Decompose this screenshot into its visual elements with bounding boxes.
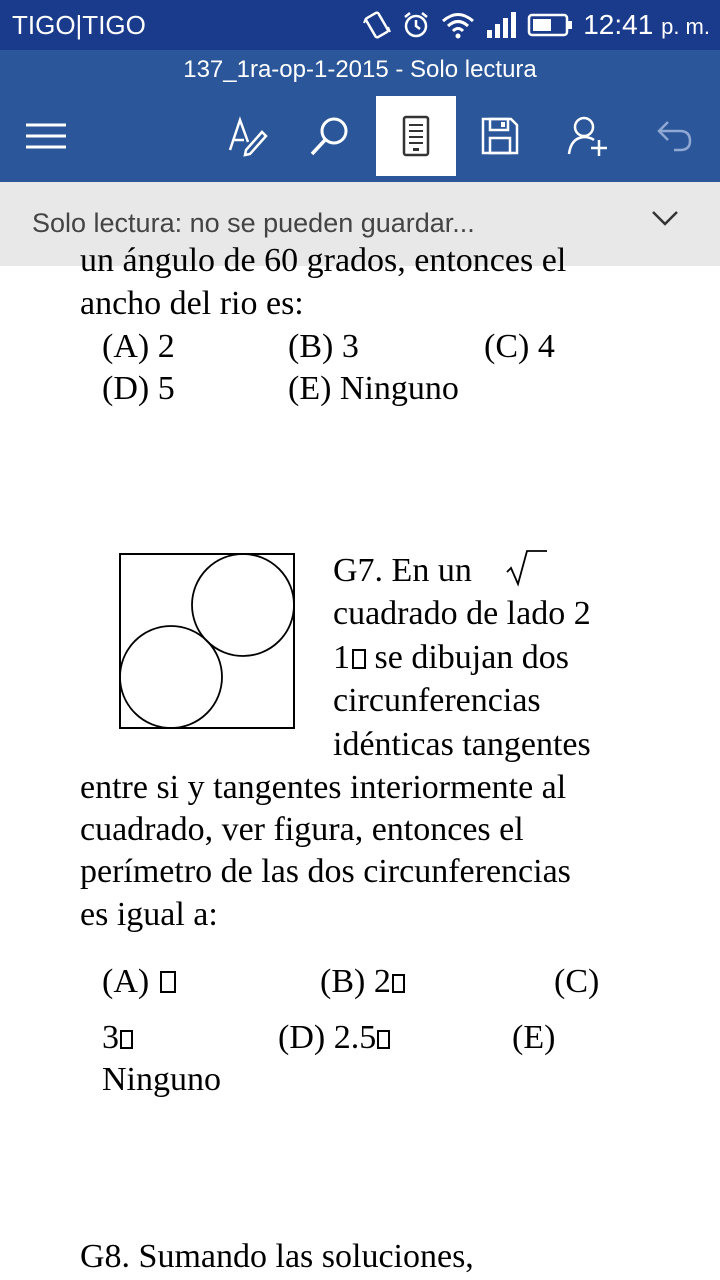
missing-glyph <box>352 649 366 669</box>
text-fragment: 1 <box>333 639 350 676</box>
square-circles-figure <box>118 552 296 732</box>
add-person-icon <box>566 114 610 158</box>
search-icon <box>308 114 352 158</box>
option-label: (B) 2 <box>320 963 391 1000</box>
undo-icon <box>654 116 694 156</box>
battery-icon <box>527 12 573 38</box>
text-line <box>333 641 569 675</box>
text-line: ancho del rio es: <box>80 285 304 322</box>
text-line: G8. Sumando las soluciones, <box>80 1238 474 1275</box>
option-c: (C) 4 <box>484 328 555 365</box>
chevron-down-icon[interactable] <box>650 208 680 228</box>
option-b: (B) 3 <box>288 328 359 365</box>
missing-glyph <box>377 1030 390 1049</box>
option-label: (A) <box>102 963 150 1000</box>
text-line: cuadrado, ver figura, entonces el <box>80 811 524 848</box>
missing-glyph <box>392 974 405 993</box>
infobar-message: Solo lectura: no se pueden guardar... <box>32 208 475 238</box>
save-button[interactable] <box>460 96 540 176</box>
carrier-name: TIGO|TIGO <box>12 10 146 40</box>
option-label: 3 <box>102 1019 119 1056</box>
text-line: perímetro de las dos circunferencias <box>80 853 571 890</box>
edit-button[interactable] <box>206 96 286 176</box>
app-bar <box>0 50 720 182</box>
text-line: circunferencias <box>333 682 541 719</box>
clock-ampm: p. m. <box>661 14 710 39</box>
document-content[interactable] <box>0 242 720 1280</box>
text-line: entre si y tangentes interiormente al <box>80 769 567 806</box>
option-d <box>278 1021 390 1055</box>
hamburger-menu-button[interactable] <box>6 96 86 176</box>
option-a <box>102 965 176 999</box>
cut-text-line: un ángulo de 60 grados, entonces el <box>80 242 567 279</box>
missing-glyph <box>120 1030 133 1049</box>
reading-view-button[interactable] <box>376 96 456 176</box>
option-e: (E) <box>512 1019 556 1056</box>
option-e: (E) Ninguno <box>288 370 459 407</box>
signal-icon <box>485 10 517 40</box>
text-line: es igual a: <box>80 896 218 933</box>
status-icons <box>363 8 710 42</box>
search-button[interactable] <box>290 96 370 176</box>
vibrate-icon <box>363 10 391 40</box>
missing-glyph <box>160 971 176 993</box>
text-line: idénticas tangentes <box>333 726 591 763</box>
undo-button[interactable] <box>634 96 714 176</box>
option-c: (C) <box>554 963 600 1000</box>
sqrt-symbol-icon <box>505 548 549 588</box>
document-title: 137_1ra-op-1-2015 - Solo lectura <box>183 56 537 83</box>
option-label: (D) 2.5 <box>278 1019 377 1056</box>
option-d: (D) 5 <box>102 370 175 407</box>
option-a: (A) 2 <box>102 328 175 365</box>
option-e-value: Ninguno <box>102 1061 221 1098</box>
clock-time: 12:41 <box>583 9 654 40</box>
option-b <box>320 965 405 999</box>
clock <box>583 9 710 41</box>
hamburger-icon <box>24 121 68 151</box>
option-c-value <box>102 1021 133 1055</box>
text-fragment: se dibujan dos <box>374 639 570 676</box>
share-button[interactable] <box>548 96 628 176</box>
wifi-icon <box>441 10 475 40</box>
text-line: G7. En un <box>333 552 472 589</box>
status-bar <box>0 0 720 50</box>
text-line: cuadrado de lado 2 <box>333 595 591 632</box>
mobile-view-icon <box>401 114 431 158</box>
save-icon <box>480 116 520 156</box>
alarm-icon <box>401 10 431 40</box>
edit-pen-icon <box>224 114 268 158</box>
